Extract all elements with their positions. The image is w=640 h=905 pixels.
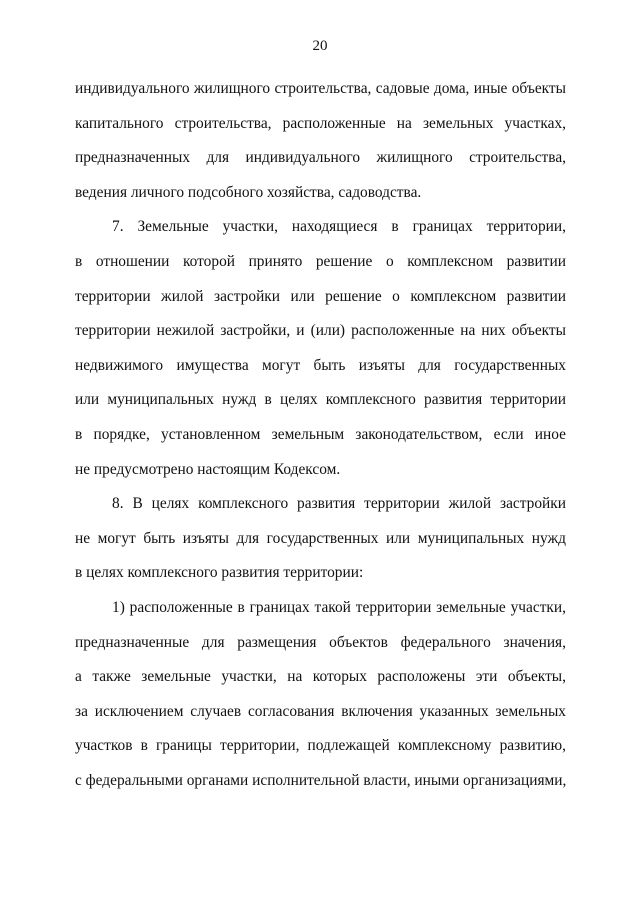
text-line: или муниципальных нужд в целях комплексного развития территории bbox=[75, 391, 566, 409]
text-line: 1) расположенные в границах такой территории земельные участки, bbox=[112, 598, 566, 616]
text-line: недвижимого имущества могут быть изъяты для государственных bbox=[75, 356, 566, 374]
paragraph bbox=[75, 72, 566, 210]
text-line: в порядке, установленном земельным законодательством, если иное bbox=[75, 425, 566, 443]
text-line: предназначенные для размещения объектов федерального значения, bbox=[75, 633, 566, 651]
text-line: капитального строительства, расположенные на земельных участках, bbox=[75, 114, 566, 132]
text-line: ведения личного подсобного хозяйства, садоводства. bbox=[75, 183, 422, 201]
text-line: территории нежилой застройки, и (или) расположенные на них объекты bbox=[75, 322, 566, 340]
text-line: в отношении которой принято решение о комплексном развитии bbox=[75, 252, 566, 270]
text-line: в целях комплексного развития территории: bbox=[75, 564, 364, 582]
text-line: за исключением случаев согласования включения указанных земельных bbox=[75, 702, 566, 720]
text-line: 8. В целях комплексного развития территории жилой застройки bbox=[112, 495, 566, 513]
paragraph-subitem-1 bbox=[75, 591, 566, 799]
text-line: участков в границы территории, подлежащей комплексному развитию, bbox=[75, 737, 566, 755]
page-number: 20 bbox=[312, 38, 328, 54]
paragraph-item-7 bbox=[75, 210, 566, 487]
text-line: не могут быть изъяты для государственных или муниципальных нужд bbox=[75, 529, 566, 547]
text-line: а также земельные участки, на которых расположены эти объекты, bbox=[75, 668, 566, 686]
text-line: не предусмотрено настоящим Кодексом. bbox=[75, 460, 341, 478]
text-line: территории жилой застройки или решение о комплексном развитии bbox=[75, 287, 566, 305]
text-line: 7. Земельные участки, находящиеся в границах территории, bbox=[112, 218, 566, 236]
text-line: индивидуального жилищного строительства, садовые дома, иные объекты bbox=[75, 80, 566, 97]
paragraph-item-8 bbox=[75, 487, 566, 591]
text-line: предназначенных для индивидуального жилищного строительства, bbox=[75, 149, 566, 167]
document-body bbox=[75, 72, 566, 798]
text-line: с федеральными органами исполнительной власти, иными организациями, bbox=[75, 771, 567, 789]
